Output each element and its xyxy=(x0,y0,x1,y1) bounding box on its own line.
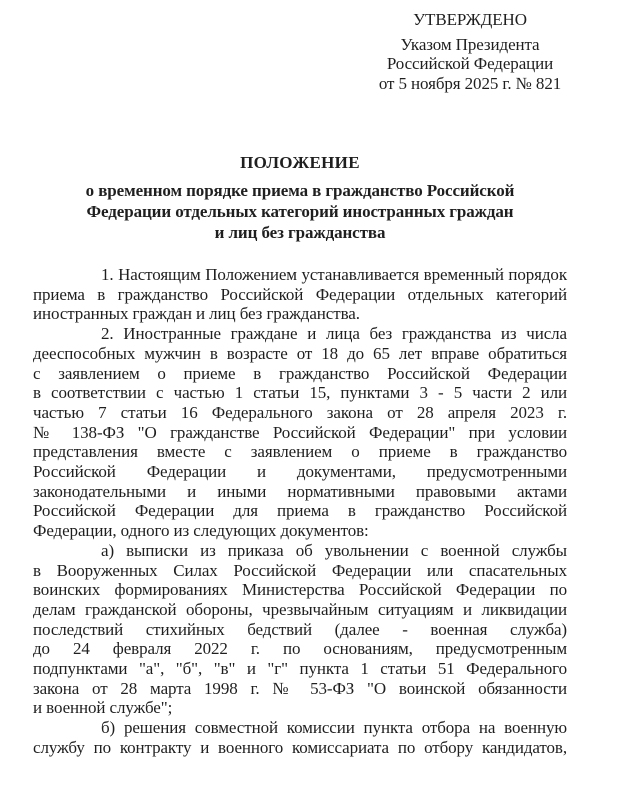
document-body xyxy=(33,265,567,758)
paragraph-line: и военной службе"; xyxy=(33,698,173,718)
paragraph xyxy=(33,541,567,718)
approval-caption: УТВЕРЖДЕНО xyxy=(413,10,527,29)
document-subtitle-line: и лиц без гражданства xyxy=(214,223,386,242)
paragraph-line: Российской Федерации и документами, предусмотренными xyxy=(33,462,567,482)
paragraph-line: 1. Настоящим Положением устанавливается временный порядок xyxy=(101,265,567,284)
paragraph-line: иностранных граждан и лиц без гражданства. xyxy=(33,304,360,324)
paragraph xyxy=(33,324,567,541)
paragraph-line: последствий стихийных бедствий (далее - военная служба) xyxy=(33,619,567,639)
approval-line: от 5 ноября 2025 г. № 821 xyxy=(378,73,562,93)
document-subtitle-line: о временном порядке приема в гражданство Российской xyxy=(85,181,515,200)
paragraph xyxy=(33,718,567,757)
approval-line: Указом Президента xyxy=(400,34,540,54)
paragraph-line: воинских формированиях Министерства Российской Федерации по xyxy=(33,580,567,600)
document-subtitle-line: Федерации отдельных категорий иностранных граждан xyxy=(86,202,514,221)
paragraph-line: 2. Иностранные граждане и лица без гражданства из числа xyxy=(101,324,567,344)
paragraph-line: службу по контракту и военного комиссариата по отбору кандидатов, xyxy=(33,737,567,757)
approval-block xyxy=(360,10,580,93)
paragraph-line: приема в гражданство Российской Федерации отдельных категорий xyxy=(33,284,567,304)
paragraph-line: № 138-ФЗ "О гражданстве Российской Федерации" при условии xyxy=(33,422,567,442)
paragraph-line: с заявлением о приеме в гражданство Российской Федерации xyxy=(33,363,567,383)
paragraph-line: закона от 28 марта 1998 г. № 53-ФЗ "О воинской обязанности xyxy=(33,678,567,698)
paragraph-line: а) выписки из приказа об увольнении с военной службы xyxy=(101,540,567,560)
approval-line: Российской Федерации xyxy=(386,54,554,73)
paragraph-line: делам гражданской обороны, чрезвычайным ситуациям и ликвидации xyxy=(33,599,567,619)
paragraph-line: в Вооруженных Силах Российской Федерации или спасательных xyxy=(33,560,567,580)
paragraph-line: представления вместе с заявлением о приеме в гражданство xyxy=(33,442,567,462)
paragraph-line: до 24 февраля 2022 г. по основаниям, предусмотренным xyxy=(33,639,567,659)
paragraph-line: частью 7 статьи 16 Федерального закона от 28 апреля 2023 г. xyxy=(33,402,567,422)
document-title: ПОЛОЖЕНИЕ xyxy=(240,153,360,172)
title-block xyxy=(33,153,567,243)
paragraph-line: дееспособных мужчин в возрасте от 18 до 65 лет вправе обратиться xyxy=(33,343,567,363)
paragraph-line: б) решения совместной комиссии пункта отбора на военную xyxy=(101,718,567,738)
document-subtitle xyxy=(33,180,567,243)
paragraph-line: Российской Федерации для приема в гражданство Российской xyxy=(33,501,567,521)
paragraph-line: законодательными и иными нормативными правовыми актами xyxy=(33,481,567,501)
paragraph-line: в соответствии с частью 1 статьи 15, пунктами 3 - 5 части 2 или xyxy=(33,383,567,403)
paragraph-line: Федерации, одного из следующих документов: xyxy=(33,521,369,541)
paragraph xyxy=(33,265,567,324)
paragraph-line: подпунктами "а", "б", "в" и "г" пункта 1 статьи 51 Федерального xyxy=(33,659,567,679)
